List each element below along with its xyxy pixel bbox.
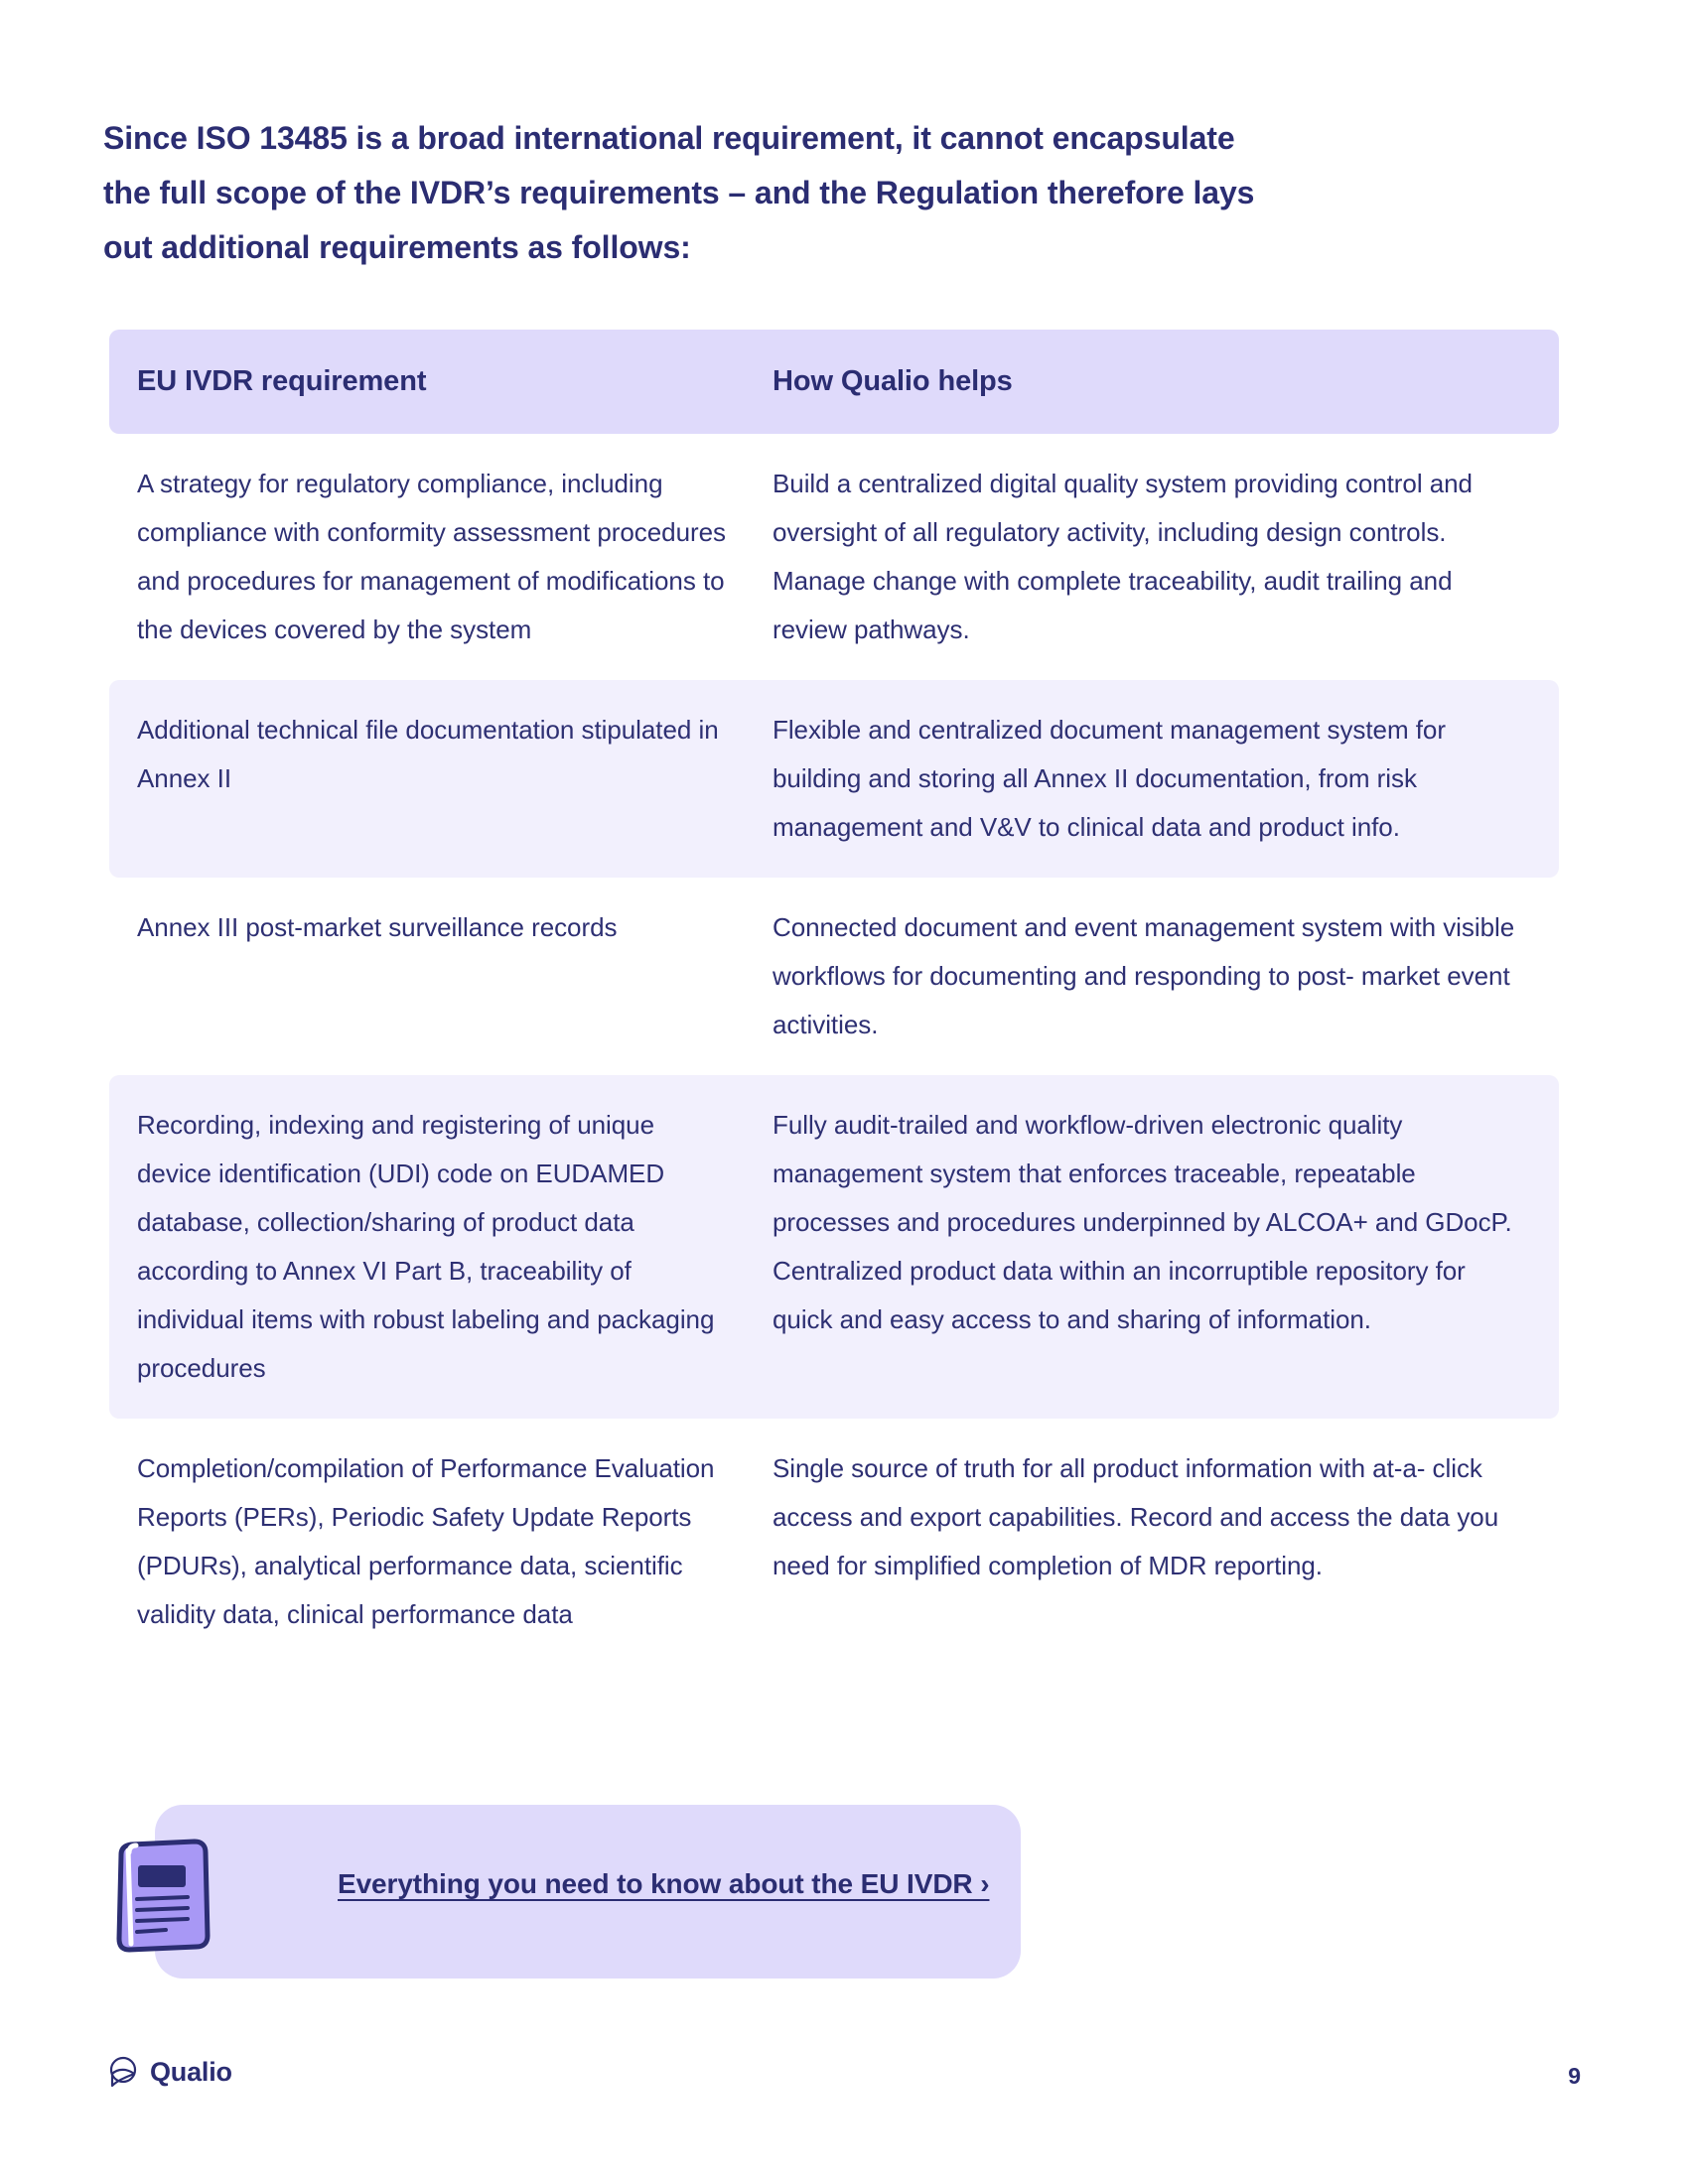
requirement-text: A strategy for regulatory compliance, including compliance with conformity assessment procedures and procedures for management of modifications to the devices covered by the system [137,469,726,644]
intro-paragraph [103,111,1424,275]
table-cell-requirement [137,903,773,952]
qualio-text: Connected document and event management system with visible workflows for documenting and responding to post- market event activities. [773,912,1515,1039]
table-cell-qualio [773,1444,1531,1590]
intro-line-3: out additional requirements as follows: [103,229,691,265]
qualio-text: Single source of truth for all product information with at-a- click access and export capabilities. Record and access the data you need for simplified completion of MDR reporting. [773,1453,1499,1580]
table-row [109,1419,1559,1665]
requirement-text: Additional technical file documentation stipulated in Annex II [137,715,719,793]
qualio-text: Flexible and centralized document management system for building and storing all Annex II documentation, from risk management and V&V to clinical data and product info. [773,715,1446,842]
table-cell-qualio [773,1101,1531,1344]
table-row [109,434,1559,680]
column-header-qualio: How Qualio helps [773,365,1013,397]
requirement-text: Recording, indexing and registering of unique device identification (UDI) code on EUDAMED database, collection/sharing of product data according to Annex VI Part B, traceability of individual items with robust labeling and packaging procedures [137,1110,715,1383]
qualio-text: Build a centralized digital quality system providing control and oversight of all regulatory activity, including design controls. Manage change with complete traceability, audit trailing and review pathways. [773,469,1473,644]
page-number: 9 [1568,2063,1581,2089]
requirement-text: Annex III post-market surveillance records [137,912,618,942]
table-cell-requirement [137,1444,773,1639]
table-cell-requirement [137,460,773,654]
qualio-logo-text: Qualio [150,2056,232,2087]
intro-line-1: Since ISO 13485 is a broad international requirement, it cannot encapsulate [103,120,1235,156]
table-cell-requirement [137,1101,773,1393]
requirement-text: Completion/compilation of Performance Evaluation Reports (PERs), Periodic Safety Update Reports (PDURs), analytical performance data, scientific validity data, clinical performance data [137,1453,715,1629]
column-header-requirement: EU IVDR requirement [137,365,427,397]
table-cell-qualio [773,706,1531,852]
table-cell-qualio [773,903,1531,1049]
qualio-logo-icon [107,2055,141,2089]
cta-link[interactable]: Everything you need to know about the EU IVDR › [338,1868,990,1899]
document-icon [107,1833,221,1957]
intro-line-2: the full scope of the IVDR’s requirements – and the Regulation therefore lays [103,175,1255,210]
cta-banner[interactable] [107,1805,1021,1983]
table-row [109,680,1559,878]
requirements-table [109,330,1559,1665]
table-row [109,1075,1559,1419]
table-cell-qualio [773,460,1531,654]
table-header-row [109,330,1559,434]
qualio-text: Fully audit-trailed and workflow-driven electronic quality management system that enforces traceable, repeatable processes and procedures underpinned by ALCOA+ and GDocP. Centralized product data within an incorruptible repository for quick and easy access to and sharing of information. [773,1110,1512,1334]
table-cell-requirement [137,706,773,803]
table-row [109,878,1559,1075]
qualio-logo [107,2055,232,2089]
